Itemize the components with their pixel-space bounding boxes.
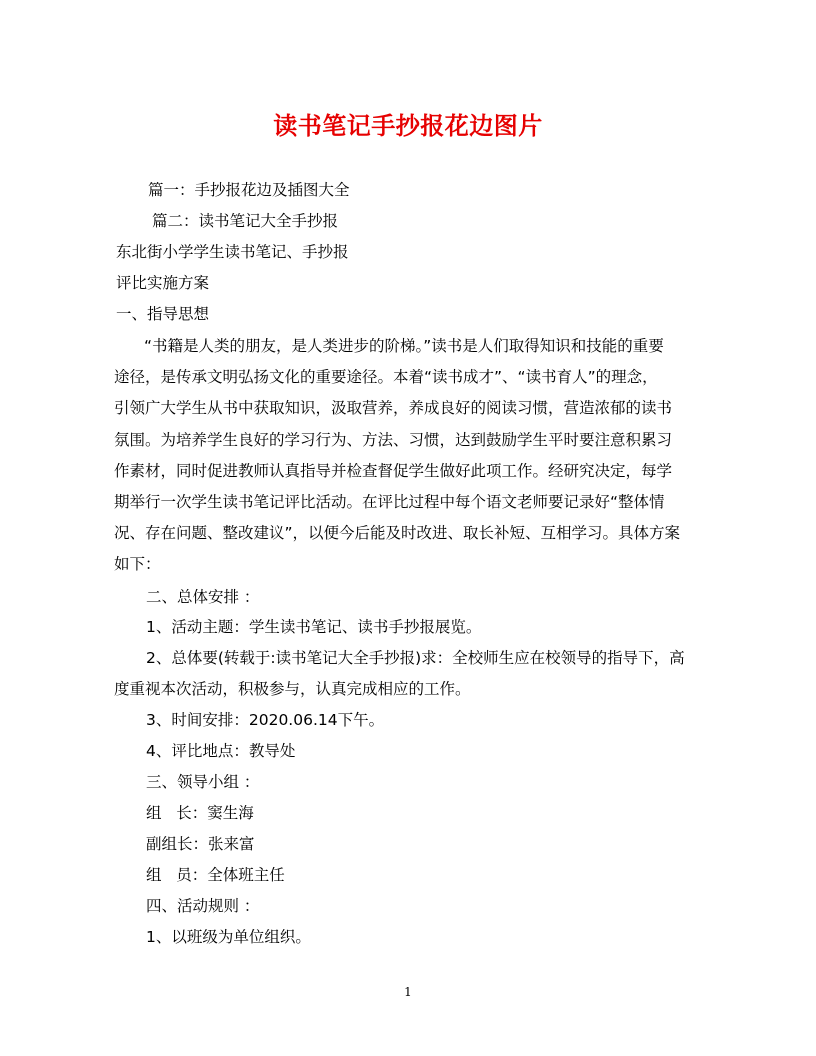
section-heading-3: 三、领导小组 ：: [146, 773, 260, 791]
section-heading-2: 二、总体安排 ：: [146, 588, 260, 606]
item-1: 1、活动主题：学生读书笔记、读书手抄报展览。: [146, 618, 482, 636]
section-heading-1: 一、指导思想: [116, 305, 210, 323]
section-heading-4: 四、活动规则 ：: [146, 897, 260, 915]
leader-line: 组 长：窦生海: [146, 804, 254, 822]
paragraph-line: 如下：: [114, 555, 161, 574]
members-line: 组 员：全体班主任: [146, 866, 285, 884]
paragraph-line: “书籍是人类的朋友，是人类进步的阶梯。”读书是人们取得知识和技能的重要: [144, 337, 664, 355]
item-2-line-1: 2、总体要(转载于:读书笔记大全手抄报)求：全校师生应在校领导的指导下，高: [146, 649, 685, 667]
document-title: 读书笔记手抄报花边图片: [273, 111, 543, 140]
item-2-line-2: 度重视本次活动，积极参与，认真完成相应的工作。: [114, 680, 471, 698]
paragraph-line: 作素材，同时促进教师认真指导并检查督促学生做好此项工作。经研究决定，每学: [114, 461, 673, 480]
deputy-line: 副组长：张来富: [146, 835, 255, 853]
paragraph-guiding-thought: [114, 331, 702, 581]
item-4: 4、评比地点：教导处: [146, 742, 296, 760]
paragraph-line: 氛围。为培养学生良好的学习行为、方法、习惯，达到鼓励学生平时要注意积累习: [114, 430, 673, 449]
text-line-school: 东北街小学学生读书笔记、手抄报: [116, 243, 349, 261]
paragraph-line: 况、存在问题、整改建议”，以便今后能及时改进、取长补短、互相学习。具体方案: [114, 524, 681, 543]
text-line-part1: 篇一：手抄报花边及插图大全: [148, 181, 350, 199]
item-3: 3、时间安排：2020.06.14下午。: [146, 711, 385, 729]
rule-1: 1、以班级为单位组织。: [146, 928, 311, 946]
page-number: 1: [404, 985, 412, 999]
text-line-part2: 篇二：读书笔记大全手抄报: [152, 212, 339, 230]
paragraph-line: 途径，是传承文明弘扬文化的重要途径。本着“读书成才”、“读书育人”的理念，: [114, 368, 658, 387]
text-line-plan: 评比实施方案: [116, 274, 210, 292]
paragraph-line: 引领广大学生从书中获取知识，汲取营养，养成良好的阅读习惯，营造浓郁的读书: [114, 399, 673, 418]
paragraph-line: 期举行一次学生读书笔记评比活动。在评比过程中每个语文老师要记录好“整体情: [114, 492, 665, 511]
